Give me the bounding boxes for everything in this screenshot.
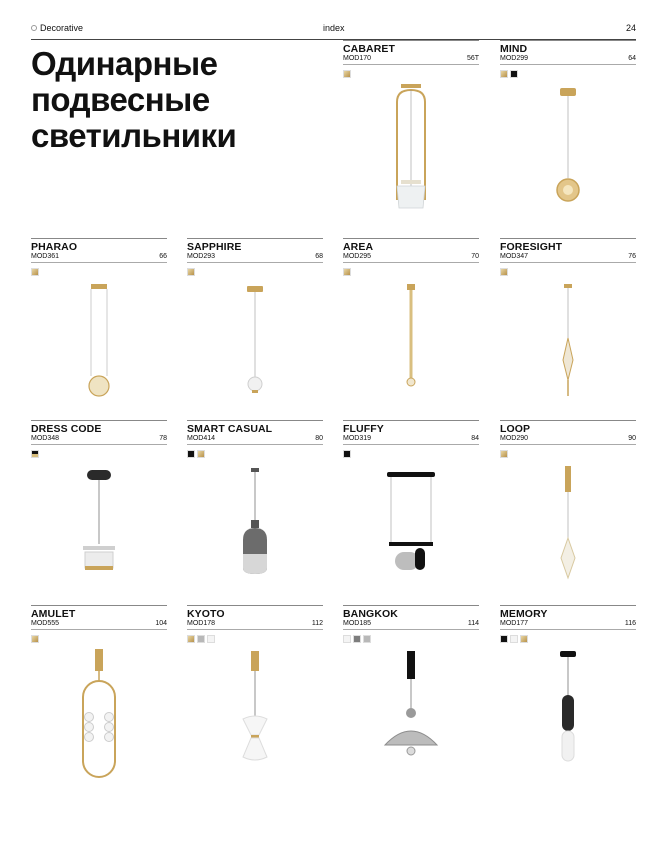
card-divider-mid bbox=[343, 629, 479, 630]
product-page: 104 bbox=[155, 620, 167, 627]
card-divider-top bbox=[187, 605, 323, 606]
finish-swatches bbox=[343, 635, 373, 643]
product-code: MOD361 bbox=[31, 253, 60, 260]
product-code: MOD290 bbox=[500, 435, 529, 442]
card-divider-mid bbox=[500, 64, 636, 65]
product-page: 84 bbox=[471, 435, 479, 442]
card-divider-mid bbox=[187, 262, 323, 263]
product-code: MOD555 bbox=[31, 620, 60, 627]
product-card bbox=[31, 420, 167, 602]
page-title bbox=[31, 46, 321, 154]
card-divider-top bbox=[31, 238, 167, 239]
product-card bbox=[343, 420, 479, 602]
product-code: MOD348 bbox=[31, 435, 60, 442]
title-line-3: светильники bbox=[31, 117, 237, 154]
product-page: 80 bbox=[315, 435, 323, 442]
product-card bbox=[343, 605, 479, 787]
product-code: MOD170 bbox=[343, 55, 372, 62]
card-divider-mid bbox=[31, 629, 167, 630]
finish-swatches bbox=[187, 268, 197, 276]
product-card bbox=[343, 40, 479, 222]
circle-icon bbox=[31, 25, 37, 31]
finish-swatch-brass bbox=[343, 70, 351, 78]
finish-swatches bbox=[343, 268, 353, 276]
crystal-pendant-icon bbox=[520, 280, 616, 418]
card-divider-top bbox=[31, 420, 167, 421]
pearl-loop-pendant-icon bbox=[51, 647, 147, 785]
disc-pendant-icon bbox=[51, 280, 147, 418]
card-divider-mid bbox=[343, 64, 479, 65]
finish-swatch-black bbox=[187, 450, 195, 458]
finish-swatch-chrome bbox=[197, 635, 205, 643]
title-line-1: Одинарные bbox=[31, 45, 218, 82]
finish-swatch-white bbox=[207, 635, 215, 643]
card-divider-top bbox=[343, 238, 479, 239]
product-name: SAPPHIRE bbox=[187, 241, 242, 253]
brand-label bbox=[31, 23, 83, 33]
sphere-pendant-icon bbox=[207, 280, 303, 418]
product-card bbox=[500, 420, 636, 602]
finish-swatches bbox=[187, 450, 207, 458]
diamond-pendant-icon bbox=[520, 462, 616, 600]
card-divider-mid bbox=[343, 262, 479, 263]
cylinder-pendant-icon bbox=[520, 647, 616, 785]
finish-swatch-black bbox=[510, 70, 518, 78]
finish-swatch-white bbox=[510, 635, 518, 643]
product-page: 116 bbox=[624, 620, 636, 627]
product-card bbox=[343, 238, 479, 420]
finish-swatch-brass bbox=[500, 450, 508, 458]
product-card bbox=[500, 605, 636, 787]
globe-pendant-icon bbox=[520, 82, 616, 220]
page-number: 24 bbox=[625, 23, 636, 33]
product-page: 90 bbox=[628, 435, 636, 442]
finish-swatch-brass bbox=[197, 450, 205, 458]
finish-swatch-brass bbox=[500, 70, 508, 78]
card-divider-top bbox=[343, 605, 479, 606]
product-code: MOD185 bbox=[343, 620, 372, 627]
finish-swatch-black-brass bbox=[31, 450, 39, 458]
finish-swatches bbox=[31, 268, 41, 276]
section-label: index bbox=[323, 23, 345, 33]
finish-swatch-brass bbox=[500, 268, 508, 276]
product-name: MEMORY bbox=[500, 608, 548, 620]
product-name: CABARET bbox=[343, 43, 396, 55]
card-divider-top bbox=[500, 420, 636, 421]
card-divider-mid bbox=[500, 629, 636, 630]
page-header bbox=[31, 22, 636, 38]
finish-swatches bbox=[187, 635, 217, 643]
product-page: 68 bbox=[315, 253, 323, 260]
product-name: DRESS CODE bbox=[31, 423, 102, 435]
finish-swatch-smoke bbox=[353, 635, 361, 643]
product-code: MOD178 bbox=[187, 620, 216, 627]
card-divider-mid bbox=[187, 444, 323, 445]
product-card bbox=[187, 605, 323, 787]
finish-swatches bbox=[500, 450, 510, 458]
product-name: AMULET bbox=[31, 608, 76, 620]
finish-swatch-brass bbox=[31, 268, 39, 276]
card-divider-top bbox=[500, 605, 636, 606]
product-name: LOOP bbox=[500, 423, 531, 435]
product-name: AREA bbox=[343, 241, 374, 253]
smoked-glass-pendant-icon bbox=[207, 462, 303, 600]
product-page: 64 bbox=[628, 55, 636, 62]
finish-swatches bbox=[500, 268, 510, 276]
product-code: MOD347 bbox=[500, 253, 529, 260]
product-name: FLUFFY bbox=[343, 423, 384, 435]
finish-swatches bbox=[31, 450, 41, 458]
card-divider-top bbox=[343, 420, 479, 421]
product-page: 76 bbox=[628, 253, 636, 260]
card-divider-mid bbox=[500, 444, 636, 445]
finish-swatch-chrome bbox=[363, 635, 371, 643]
finish-swatches bbox=[31, 635, 41, 643]
product-card bbox=[500, 238, 636, 420]
product-page: 66 bbox=[159, 253, 167, 260]
rod-pendant-icon bbox=[363, 280, 459, 418]
product-name: SMART CASUAL bbox=[187, 423, 273, 435]
card-divider-top bbox=[187, 238, 323, 239]
card-divider-top bbox=[31, 605, 167, 606]
finish-swatch-brass bbox=[520, 635, 528, 643]
dome-pendant-icon bbox=[363, 647, 459, 785]
product-page: 56Т bbox=[466, 55, 479, 62]
finish-swatch-black bbox=[343, 450, 351, 458]
product-code: MOD414 bbox=[187, 435, 216, 442]
card-divider-mid bbox=[343, 444, 479, 445]
finish-swatch-brass bbox=[187, 268, 195, 276]
finish-swatch-black bbox=[500, 635, 508, 643]
brand-text: Decorative bbox=[40, 23, 84, 33]
product-card bbox=[187, 420, 323, 602]
finish-swatches bbox=[500, 70, 520, 78]
product-page: 70 bbox=[471, 253, 479, 260]
product-page: 78 bbox=[159, 435, 167, 442]
card-divider-top bbox=[500, 238, 636, 239]
hourglass-pendant-icon bbox=[207, 647, 303, 785]
finish-swatches bbox=[343, 450, 353, 458]
finish-swatch-brass bbox=[343, 268, 351, 276]
card-divider-mid bbox=[31, 262, 167, 263]
bar-pendant-icon bbox=[363, 462, 459, 600]
product-page: 112 bbox=[311, 620, 323, 627]
product-page: 114 bbox=[467, 620, 479, 627]
u-frame-pendant-icon bbox=[363, 82, 459, 220]
finish-swatch-brass bbox=[31, 635, 39, 643]
finish-swatches bbox=[500, 635, 530, 643]
product-code: MOD319 bbox=[343, 435, 372, 442]
product-card bbox=[31, 238, 167, 420]
ring-pendant-icon bbox=[51, 462, 147, 600]
product-code: MOD295 bbox=[343, 253, 372, 260]
product-name: PHARAO bbox=[31, 241, 78, 253]
product-card bbox=[500, 40, 636, 222]
card-divider-top bbox=[187, 420, 323, 421]
title-line-2: подвесные bbox=[31, 81, 210, 118]
product-code: MOD177 bbox=[500, 620, 529, 627]
finish-swatch-brass bbox=[187, 635, 195, 643]
product-code: MOD293 bbox=[187, 253, 216, 260]
card-divider-mid bbox=[500, 262, 636, 263]
card-divider-top bbox=[343, 40, 479, 41]
product-card bbox=[31, 605, 167, 787]
product-name: FORESIGHT bbox=[500, 241, 563, 253]
card-divider-top bbox=[500, 40, 636, 41]
card-divider-mid bbox=[31, 444, 167, 445]
finish-swatch-white bbox=[343, 635, 351, 643]
card-divider-mid bbox=[187, 629, 323, 630]
product-name: MIND bbox=[500, 43, 528, 55]
product-card bbox=[187, 238, 323, 420]
finish-swatches bbox=[343, 70, 353, 78]
product-name: KYOTO bbox=[187, 608, 225, 620]
product-code: MOD299 bbox=[500, 55, 529, 62]
product-name: BANGKOK bbox=[343, 608, 398, 620]
